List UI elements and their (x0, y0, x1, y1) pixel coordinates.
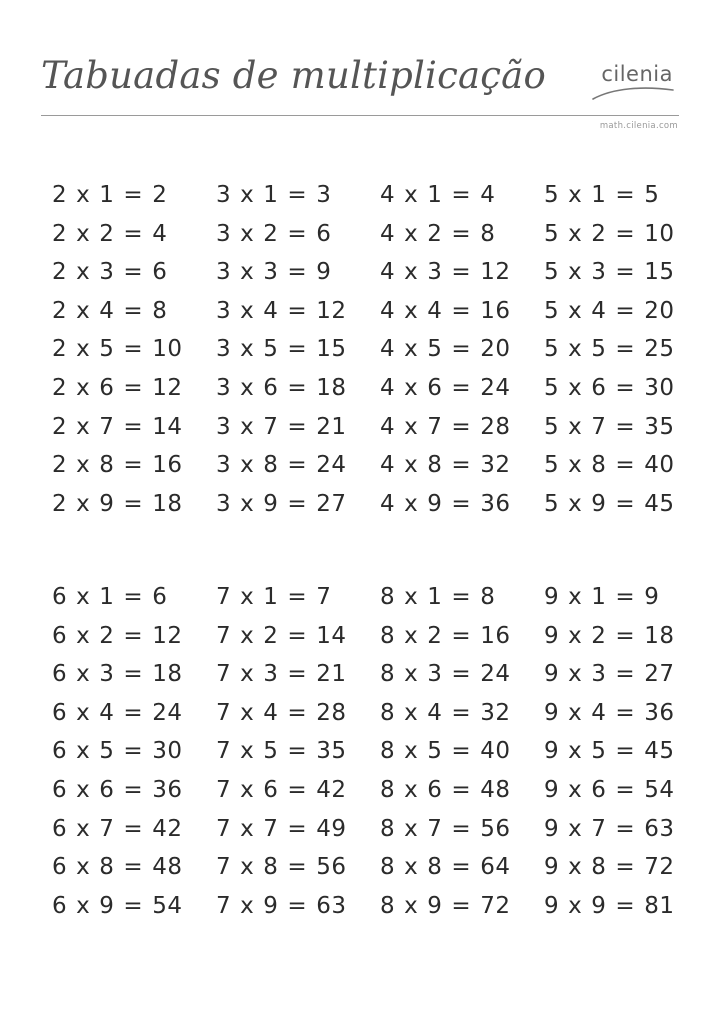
table-row: 6 x 8 = 48 (52, 854, 183, 881)
table-row: 2 x 6 = 12 (52, 374, 183, 401)
table-row: 7 x 8 = 56 (216, 854, 347, 881)
table-row: 3 x 6 = 18 (216, 374, 347, 401)
table-row: 4 x 9 = 36 (380, 490, 511, 517)
table-row: 2 x 7 = 14 (52, 413, 183, 440)
table-row: 3 x 1 = 3 (216, 182, 332, 208)
table-row: 7 x 6 = 42 (216, 776, 347, 803)
table-row: 8 x 2 = 16 (380, 622, 511, 649)
table-row: 3 x 3 = 9 (216, 259, 332, 286)
logo-swoosh-icon (589, 84, 675, 102)
table-row: 6 x 4 = 24 (52, 699, 183, 726)
table-row: 4 x 7 = 28 (380, 413, 511, 440)
table-row: 2 x 1 = 2 (52, 182, 168, 208)
table-row: 4 x 1 = 4 (380, 182, 496, 208)
table-row: 5 x 6 = 30 (544, 374, 675, 401)
page-title: Tabuadas de multiplicação (41, 54, 546, 97)
table-row: 2 x 2 = 4 (52, 220, 168, 247)
table-row: 9 x 7 = 63 (544, 815, 675, 842)
table-5 (544, 178, 708, 525)
table-row: 5 x 9 = 45 (544, 490, 675, 517)
table-row: 2 x 9 = 18 (52, 490, 183, 517)
table-row: 6 x 9 = 54 (52, 892, 183, 919)
table-row: 2 x 3 = 6 (52, 259, 168, 286)
tables-block-2-to-5 (52, 178, 692, 525)
table-row: 8 x 3 = 24 (380, 661, 511, 688)
table-8 (380, 580, 544, 927)
table-row: 4 x 5 = 20 (380, 336, 511, 363)
table-row: 8 x 6 = 48 (380, 776, 511, 803)
table-6 (52, 580, 216, 927)
table-row: 7 x 3 = 21 (216, 661, 347, 688)
table-row: 8 x 7 = 56 (380, 815, 511, 842)
table-row: 5 x 3 = 15 (544, 259, 675, 286)
table-row: 7 x 1 = 7 (216, 584, 332, 610)
table-row: 3 x 7 = 21 (216, 413, 347, 440)
table-row: 9 x 2 = 18 (544, 622, 675, 649)
table-row: 9 x 9 = 81 (544, 892, 675, 919)
table-row: 4 x 4 = 16 (380, 297, 511, 324)
header-divider (41, 115, 679, 116)
table-row: 7 x 5 = 35 (216, 738, 347, 765)
table-row: 8 x 1 = 8 (380, 584, 496, 610)
cilenia-logo (589, 62, 675, 102)
table-row: 7 x 2 = 14 (216, 622, 347, 649)
table-4 (380, 178, 544, 525)
table-3 (216, 178, 380, 525)
table-row: 3 x 2 = 6 (216, 220, 332, 247)
table-row: 9 x 6 = 54 (544, 776, 675, 803)
table-row: 7 x 7 = 49 (216, 815, 347, 842)
table-row: 5 x 2 = 10 (544, 220, 675, 247)
table-row: 3 x 8 = 24 (216, 452, 347, 479)
table-row: 9 x 3 = 27 (544, 661, 675, 688)
table-row: 9 x 1 = 9 (544, 584, 660, 610)
table-row: 5 x 7 = 35 (544, 413, 675, 440)
table-row: 8 x 4 = 32 (380, 699, 511, 726)
table-row: 7 x 9 = 63 (216, 892, 347, 919)
table-row: 6 x 7 = 42 (52, 815, 183, 842)
table-row: 4 x 6 = 24 (380, 374, 511, 401)
table-row: 8 x 8 = 64 (380, 854, 511, 881)
table-row: 8 x 9 = 72 (380, 892, 511, 919)
table-7 (216, 580, 380, 927)
table-row: 2 x 5 = 10 (52, 336, 183, 363)
table-row: 6 x 3 = 18 (52, 661, 183, 688)
table-row: 4 x 3 = 12 (380, 259, 511, 286)
table-row: 4 x 2 = 8 (380, 220, 496, 247)
table-row: 8 x 5 = 40 (380, 738, 511, 765)
table-row: 9 x 5 = 45 (544, 738, 675, 765)
table-row: 2 x 8 = 16 (52, 452, 183, 479)
logo-text: cilenia (601, 62, 673, 86)
tables-block-6-to-9 (52, 580, 692, 927)
table-row: 2 x 4 = 8 (52, 297, 168, 324)
table-row: 6 x 1 = 6 (52, 584, 168, 610)
page-header (41, 52, 679, 122)
table-row: 6 x 6 = 36 (52, 776, 183, 803)
table-row: 9 x 4 = 36 (544, 699, 675, 726)
table-9 (544, 580, 708, 927)
table-row: 5 x 5 = 25 (544, 336, 675, 363)
table-2 (52, 178, 216, 525)
table-row: 5 x 8 = 40 (544, 452, 675, 479)
table-row: 6 x 2 = 12 (52, 622, 183, 649)
table-row: 5 x 4 = 20 (544, 297, 675, 324)
table-row: 3 x 9 = 27 (216, 490, 347, 517)
table-row: 3 x 4 = 12 (216, 297, 347, 324)
table-row: 7 x 4 = 28 (216, 699, 347, 726)
table-row: 9 x 8 = 72 (544, 854, 675, 881)
table-row: 6 x 5 = 30 (52, 738, 183, 765)
table-row: 4 x 8 = 32 (380, 452, 511, 479)
table-row: 3 x 5 = 15 (216, 336, 347, 363)
table-row: 5 x 1 = 5 (544, 182, 660, 208)
site-url: math.cilenia.com (599, 121, 678, 131)
